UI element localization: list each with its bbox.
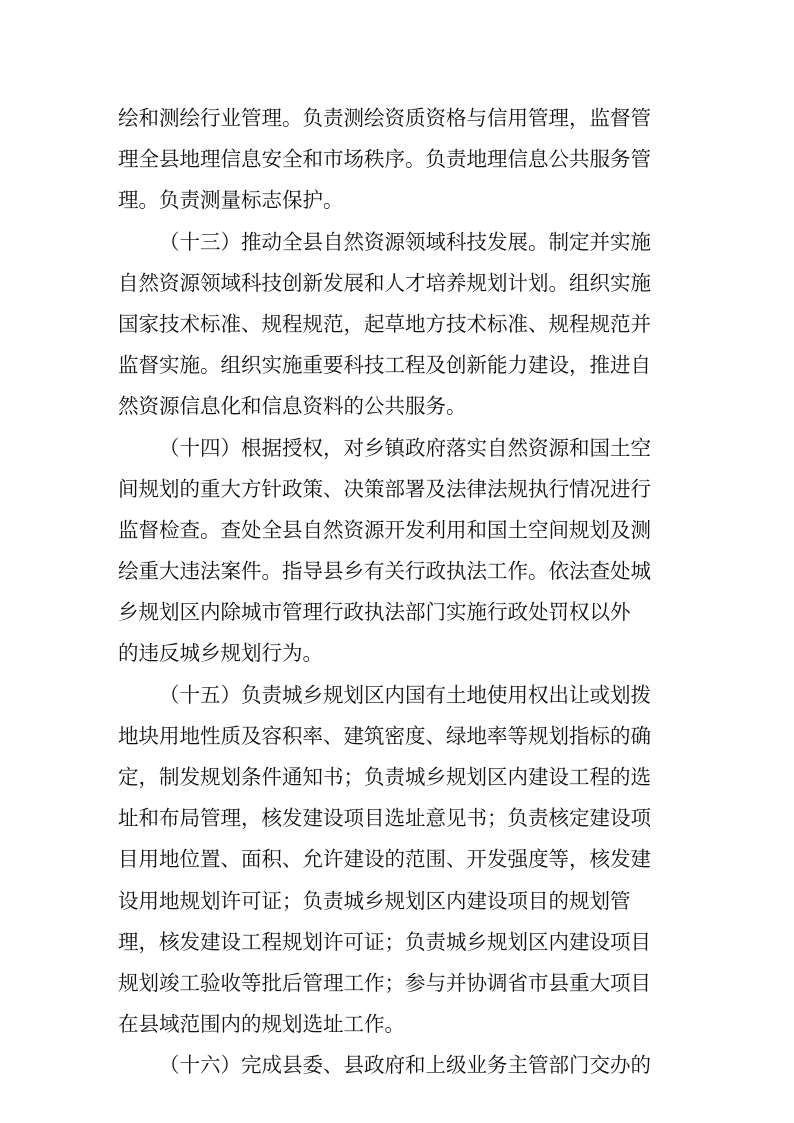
text-line: 址和布局管理，核发建设项目选址意见书；负责核定建设项 bbox=[118, 806, 651, 831]
text-line: 乡规划区内除城市管理行政执法部门实施行政处罚权以外 bbox=[118, 600, 631, 625]
text-line: 然资源信息化和信息资料的公共服务。 bbox=[118, 394, 467, 419]
body-text bbox=[118, 98, 688, 1087]
text-line: 设用地规划许可证；负责城乡规划区内建设项目的规划管 bbox=[118, 888, 631, 913]
text-line: 自然资源领域科技创新发展和人才培养规划计划。组织实施 bbox=[118, 270, 651, 295]
text-line: 规划竣工验收等批后管理工作；参与并协调省市县重大项目 bbox=[118, 970, 651, 995]
text-line: 在县域范围内的规划选址工作。 bbox=[118, 1012, 405, 1037]
text-line: 绘重大违法案件。指导县乡有关行政执法工作。依法查处城 bbox=[118, 559, 651, 584]
text-line: 的违反城乡规划行为。 bbox=[118, 641, 323, 666]
text-line: 理，核发建设工程规划许可证；负责城乡规划区内建设项目 bbox=[118, 929, 651, 954]
paragraph-13-start: （十三）推动全县自然资源领域科技发展。制定并实施 bbox=[159, 229, 651, 254]
text-line: 监督检查。查处全县自然资源开发利用和国土空间规划及测 bbox=[118, 517, 651, 542]
text-line: 国家技术标准、规程规范，起草地方技术标准、规程规范并 bbox=[118, 311, 651, 336]
text-line: 监督实施。组织实施重要科技工程及创新能力建设，推进自 bbox=[118, 353, 651, 378]
paragraph-15-start: （十五）负责城乡规划区内国有土地使用权出让或划拨 bbox=[159, 682, 651, 707]
text-line: 理全县地理信息安全和市场秩序。负责地理信息公共服务管 bbox=[118, 147, 651, 172]
text-line: 地块用地性质及容积率、建筑密度、绿地率等规划指标的确 bbox=[118, 723, 651, 748]
paragraph-14-start: （十四）根据授权，对乡镇政府落实自然资源和国土空 bbox=[159, 435, 651, 460]
text-line: 间规划的重大方针政策、决策部署及法律法规执行情况进行 bbox=[118, 476, 651, 501]
text-line: 目用地位置、面积、允许建设的范围、开发强度等，核发建 bbox=[118, 847, 651, 872]
text-line: 绘和测绘行业管理。负责测绘资质资格与信用管理，监督管 bbox=[118, 106, 651, 130]
text-line: 定，制发规划条件通知书；负责城乡规划区内建设工程的选 bbox=[118, 765, 651, 789]
paragraph-16-start: （十六）完成县委、县政府和上级业务主管部门交办的 bbox=[159, 1053, 651, 1078]
text-line: 理。负责测量标志保护。 bbox=[118, 188, 344, 213]
